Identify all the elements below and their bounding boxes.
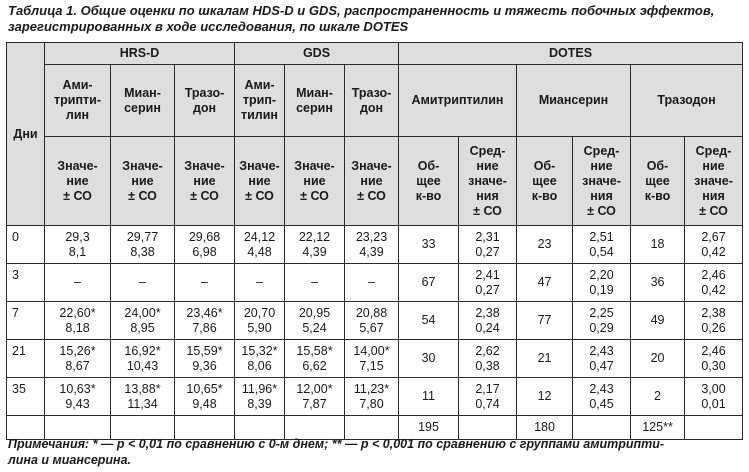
header-dotes-drug: Миансерин: [517, 65, 631, 137]
dotes-mean: [459, 378, 517, 416]
cell-line: серин: [296, 100, 333, 115]
header-hrsd-drug: [45, 65, 111, 137]
gds-value: [285, 378, 345, 416]
cell-line: 0,54: [589, 244, 614, 259]
caption-line-2: зарегистрированных в ходе исследования, по шкале DOTES: [8, 19, 409, 34]
cell-line: 2,38: [475, 305, 500, 320]
dotes-total: 195: [399, 416, 459, 440]
dotes-count: 33: [399, 226, 459, 264]
cell-line: 5,67: [359, 320, 384, 335]
row-day: 35: [7, 378, 45, 416]
cell-line: 23,23: [355, 229, 388, 244]
cell-line: 29,3: [65, 229, 90, 244]
results-table: [6, 42, 743, 440]
cell-line: 0,29: [589, 320, 614, 335]
row-day: 3: [7, 264, 45, 302]
cell-line: Об-: [646, 158, 669, 173]
cell-line: 11,23*: [353, 381, 390, 396]
table-footnote: [8, 436, 743, 468]
cell-line: 2,38: [701, 305, 726, 320]
cell-line: 8,95: [130, 320, 155, 335]
dotes-count: 36: [631, 264, 685, 302]
cell-line: ние: [131, 173, 154, 188]
cell-line: 29,77: [126, 229, 159, 244]
dotes-mean: [573, 302, 631, 340]
dotes-mean: [573, 264, 631, 302]
cell-line: серин: [124, 100, 161, 115]
hrsd-value: [175, 378, 235, 416]
cell-line: 22,12: [298, 229, 331, 244]
header-days: Дни: [7, 43, 45, 226]
cell-line: ± СО: [128, 188, 157, 203]
cell-line: 0,24: [475, 320, 500, 335]
gds-value: [235, 340, 285, 378]
gds-value: [345, 302, 399, 340]
table-row: [7, 378, 743, 416]
cell-line: Значе-: [122, 158, 163, 173]
cell-line: ± СО: [699, 203, 728, 218]
header-mean-values: [459, 137, 517, 226]
header-total-count: [399, 137, 459, 226]
dotes-count: 30: [399, 340, 459, 378]
header-value-sd: [285, 137, 345, 226]
cell-line: 5,90: [247, 320, 272, 335]
cell-line: –: [368, 275, 375, 289]
cell-line: 11,96*: [241, 381, 278, 396]
hrsd-value: [111, 340, 175, 378]
cell-line: 2,67: [701, 229, 726, 244]
cell-line: –: [139, 275, 146, 289]
cell-line: 24,00*: [124, 305, 161, 320]
cell-line: 2,31: [475, 229, 500, 244]
hrsd-value: [45, 302, 111, 340]
cell-line: ние: [360, 173, 383, 188]
dotes-count: 11: [399, 378, 459, 416]
cell-line: 6,98: [192, 244, 217, 259]
cell-line: значе-: [694, 173, 733, 188]
dotes-count: 54: [399, 302, 459, 340]
gds-value: [345, 226, 399, 264]
cell-line: 5,24: [302, 320, 327, 335]
cell-line: 9,43: [65, 396, 90, 411]
cell-line: к-во: [415, 188, 442, 203]
cell-line: ± СО: [587, 203, 616, 218]
header-group-hrsd: HRS-D: [45, 43, 235, 65]
cell-line: –: [311, 275, 318, 289]
header-row-drugs: [7, 65, 743, 137]
cell-line: 0,74: [475, 396, 500, 411]
caption-line-1: Таблица 1. Общие оценки по шкалам HDS-D и GDS, распространенность и тяжесть побочных эффектов,: [8, 3, 715, 18]
cell-line: 15,59*: [186, 343, 223, 358]
cell-line: щее: [645, 173, 670, 188]
cell-line: 6,62: [302, 358, 327, 373]
cell-line: 20,95: [298, 305, 331, 320]
header-total-count: [517, 137, 573, 226]
header-gds-drug: [345, 65, 399, 137]
dotes-mean: [459, 264, 517, 302]
dotes-mean: [685, 340, 743, 378]
dotes-mean: [685, 226, 743, 264]
cell-line: 23,46*: [186, 305, 223, 320]
dotes-mean: [459, 226, 517, 264]
cell-line: 14,00*: [353, 343, 390, 358]
hrsd-value: [175, 264, 235, 302]
cell-line: 2,25: [589, 305, 614, 320]
cell-line: 7,15: [359, 358, 384, 373]
cell-line: 8,06: [247, 358, 272, 373]
cell-line: лин: [65, 108, 90, 122]
cell-line: 4,39: [359, 244, 384, 259]
cell-line: 0,19: [589, 282, 614, 297]
cell-line: 16,92*: [124, 343, 161, 358]
cell-line: 8,18: [65, 320, 90, 335]
gds-value: [345, 340, 399, 378]
cell-line: Ами-: [244, 78, 275, 92]
header-group-dotes: DOTES: [399, 43, 743, 65]
header-value-sd: [175, 137, 235, 226]
cell-line: Сред-: [695, 143, 732, 158]
dotes-count: 20: [631, 340, 685, 378]
cell-line: ние: [476, 158, 499, 173]
footnote-line-1: Примечания: * — p < 0,01 по сравнению с 0-м днем; ** — p < 0,001 по сравнению с группами амитрипти-: [8, 437, 665, 451]
cell-line: –: [256, 275, 263, 289]
cell-line: 8,67: [65, 358, 90, 373]
cell-line: 2,46: [701, 267, 726, 282]
header-value-sd: [111, 137, 175, 226]
dotes-mean: [685, 264, 743, 302]
row-day: 21: [7, 340, 45, 378]
cell-line: 8,39: [247, 396, 272, 411]
cell-line: ние: [303, 173, 326, 188]
cell-line: ± СО: [300, 188, 329, 203]
cell-line: 4,39: [302, 244, 327, 259]
dotes-count: 47: [517, 264, 573, 302]
cell-line: 13,88*: [124, 381, 161, 396]
cell-line: трип-: [242, 93, 277, 107]
cell-line: ние: [590, 158, 613, 173]
gds-value: [235, 378, 285, 416]
header-row-groups: [7, 43, 743, 65]
cell-line: 11,34: [127, 396, 158, 411]
table-row: [7, 226, 743, 264]
header-value-sd: [345, 137, 399, 226]
header-value-sd: [235, 137, 285, 226]
cell-line: 2,43: [589, 381, 614, 396]
cell-line: 0,30: [701, 358, 726, 373]
cell-line: 0,42: [701, 244, 726, 259]
cell-line: 29,68: [188, 229, 221, 244]
cell-line: ± СО: [245, 188, 274, 203]
header-dotes-drug: Тразодон: [631, 65, 743, 137]
table-row: [7, 264, 743, 302]
cell-line: к-во: [644, 188, 671, 203]
gds-value: [285, 226, 345, 264]
cell-line: 2,46: [701, 343, 726, 358]
dotes-count: 23: [517, 226, 573, 264]
cell-line: 0,38: [475, 358, 500, 373]
cell-line: 3,00: [701, 381, 726, 396]
cell-line: –: [74, 275, 81, 289]
cell-line: 2,41: [475, 267, 500, 282]
dotes-mean: [459, 340, 517, 378]
cell-line: дон: [192, 100, 217, 115]
cell-line: Значе-: [351, 158, 392, 173]
gds-value: [235, 302, 285, 340]
dotes-mean: [459, 302, 517, 340]
gds-value: [285, 264, 345, 302]
table-caption: [8, 3, 743, 35]
cell-line: Об-: [533, 158, 556, 173]
cell-line: 0,47: [589, 358, 614, 373]
cell-line: Об-: [417, 158, 440, 173]
header-total-count: [631, 137, 685, 226]
header-gds-drug: [235, 65, 285, 137]
cell-line: Значе-: [239, 158, 280, 173]
cell-line: 7,80: [359, 396, 384, 411]
hrsd-value: [111, 264, 175, 302]
cell-line: 15,26*: [59, 343, 96, 358]
cell-line: Сред-: [583, 143, 620, 158]
dotes-count: 49: [631, 302, 685, 340]
dotes-count: 21: [517, 340, 573, 378]
hrsd-value: [175, 226, 235, 264]
hrsd-value: [175, 340, 235, 378]
dotes-count: 2: [631, 378, 685, 416]
cell-line: Миан-: [296, 85, 333, 100]
cell-line: ния: [590, 188, 613, 203]
cell-line: 9,48: [192, 396, 217, 411]
dotes-count: 67: [399, 264, 459, 302]
header-value-sd: [45, 137, 111, 226]
cell-line: Тразо-: [351, 85, 392, 100]
table-row: [7, 340, 743, 378]
cell-line: ± СО: [190, 188, 219, 203]
hrsd-value: [45, 378, 111, 416]
cell-line: к-во: [531, 188, 558, 203]
hrsd-value: [175, 302, 235, 340]
cell-line: Ами-: [62, 78, 93, 92]
cell-line: 2,20: [589, 267, 614, 282]
cell-line: 0,27: [475, 282, 500, 297]
header-hrsd-drug: [175, 65, 235, 137]
dotes-mean: [573, 378, 631, 416]
gds-value: [345, 378, 399, 416]
dotes-total: 125**: [631, 416, 685, 440]
cell-line: щее: [416, 173, 441, 188]
hrsd-value: [45, 226, 111, 264]
dotes-count: 12: [517, 378, 573, 416]
cell-line: 8,38: [130, 244, 155, 259]
cell-line: Значе-: [57, 158, 98, 173]
dotes-mean: [573, 226, 631, 264]
cell-line: Сред-: [469, 143, 506, 158]
header-mean-values: [573, 137, 631, 226]
cell-line: ние: [248, 173, 271, 188]
row-day: 0: [7, 226, 45, 264]
cell-line: 15,32*: [241, 343, 278, 358]
hrsd-value: [111, 302, 175, 340]
cell-line: 7,87: [302, 396, 327, 411]
cell-line: Значе-: [294, 158, 335, 173]
cell-line: ± СО: [473, 203, 502, 218]
header-dotes-drug: Амитриптилин: [399, 65, 517, 137]
cell-line: дон: [359, 100, 384, 115]
cell-line: 0,27: [475, 244, 500, 259]
cell-line: 0,01: [701, 396, 726, 411]
cell-line: 0,42: [701, 282, 726, 297]
gds-value: [235, 264, 285, 302]
cell-line: 10,63*: [59, 381, 96, 396]
hrsd-value: [45, 264, 111, 302]
cell-line: 2,17: [475, 381, 500, 396]
hrsd-value: [111, 226, 175, 264]
gds-value: [285, 340, 345, 378]
hrsd-value: [45, 340, 111, 378]
cell-line: 8,1: [68, 244, 87, 259]
cell-line: 2,43: [589, 343, 614, 358]
cell-line: 22,60*: [59, 305, 96, 320]
dotes-count: 18: [631, 226, 685, 264]
cell-line: ± СО: [63, 188, 92, 203]
cell-line: значе-: [468, 173, 507, 188]
cell-line: значе-: [582, 173, 621, 188]
table-row: [7, 302, 743, 340]
cell-line: –: [201, 275, 208, 289]
cell-line: Значе-: [184, 158, 225, 173]
header-hrsd-drug: [111, 65, 175, 137]
cell-line: 0,26: [701, 320, 726, 335]
cell-line: щее: [532, 173, 557, 188]
hrsd-value: [111, 378, 175, 416]
row-day: 7: [7, 302, 45, 340]
cell-line: Миан-: [124, 85, 161, 100]
cell-line: тилин: [241, 108, 278, 122]
cell-line: 20,70: [243, 305, 276, 320]
cell-line: ния: [702, 188, 725, 203]
dotes-mean: [685, 378, 743, 416]
cell-line: 12,00*: [296, 381, 333, 396]
dotes-mean: [573, 340, 631, 378]
cell-line: 7,86: [192, 320, 217, 335]
cell-line: 2,51: [589, 229, 614, 244]
header-mean-values: [685, 137, 743, 226]
cell-line: ние: [66, 173, 89, 188]
header-group-gds: GDS: [235, 43, 399, 65]
gds-value: [345, 264, 399, 302]
gds-value: [285, 302, 345, 340]
cell-line: Тразо-: [184, 85, 225, 100]
dotes-count: 77: [517, 302, 573, 340]
cell-line: 4,48: [247, 244, 272, 259]
cell-line: 0,45: [589, 396, 614, 411]
gds-value: [235, 226, 285, 264]
cell-line: 20,88: [355, 305, 388, 320]
header-row-measures: [7, 137, 743, 226]
cell-line: 24,12: [243, 229, 276, 244]
cell-line: 15,58*: [296, 343, 333, 358]
dotes-total: 180: [517, 416, 573, 440]
dotes-mean: [685, 302, 743, 340]
header-gds-drug: [285, 65, 345, 137]
footnote-line-2: лина и миансерина.: [8, 453, 132, 467]
cell-line: трипти-: [54, 93, 101, 107]
cell-line: ние: [702, 158, 725, 173]
cell-line: 10,65*: [186, 381, 223, 396]
cell-line: ния: [476, 188, 499, 203]
cell-line: 10,43: [126, 358, 159, 373]
cell-line: 9,36: [192, 358, 217, 373]
cell-line: 2,62: [475, 343, 500, 358]
cell-line: ние: [193, 173, 216, 188]
cell-line: ± СО: [357, 188, 386, 203]
